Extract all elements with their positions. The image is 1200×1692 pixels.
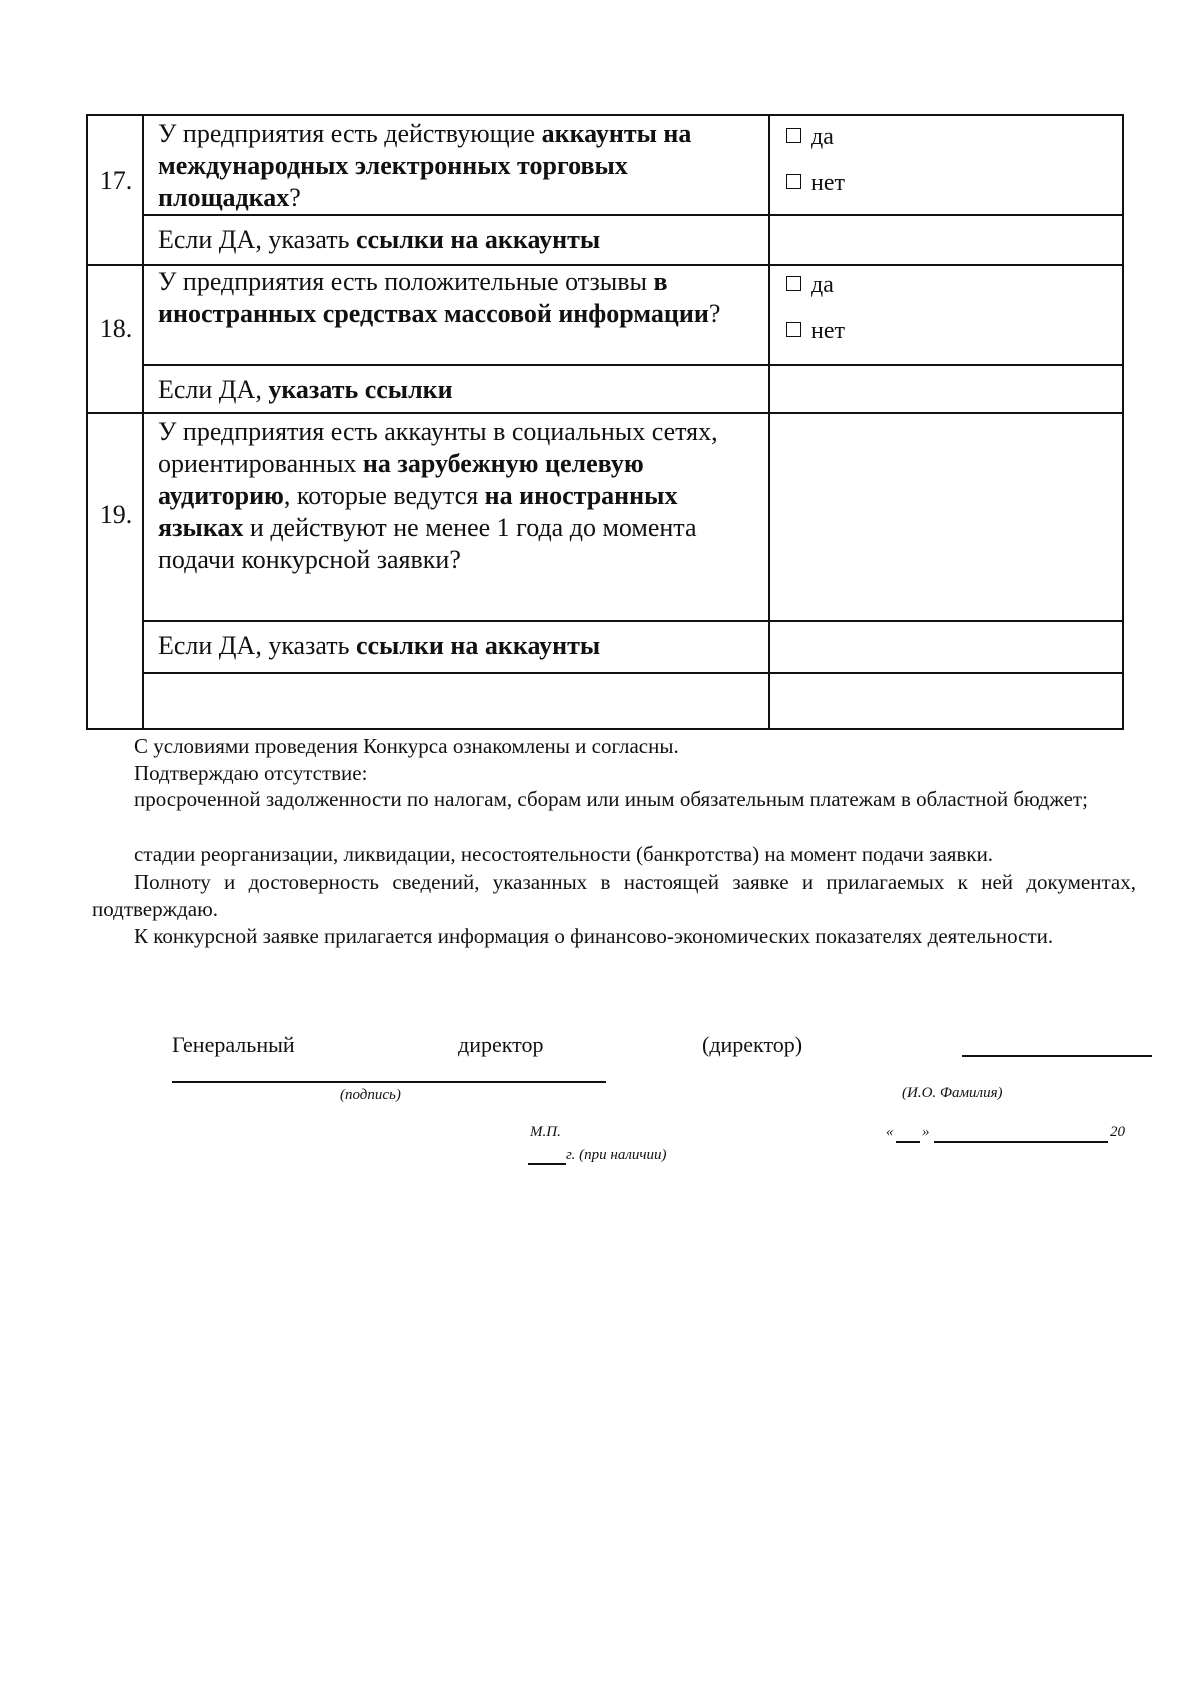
row-17-option-yes[interactable]: да [786, 124, 834, 151]
date-open-quote: « [886, 1124, 894, 1140]
paragraph-conditions: С условиями проведения Конкурса ознакомлены и согласны. [134, 734, 679, 758]
paragraph-no-bankruptcy: стадии реорганизации, ликвидации, несостоятельности (банкротства) на момент подачи заявки. [134, 842, 994, 866]
row-17-links-answer-cell[interactable] [770, 216, 1122, 264]
checkbox-icon[interactable] [786, 322, 801, 337]
signature-caption: (подпись) [340, 1087, 401, 1103]
row-18-option-no[interactable]: нет [786, 318, 845, 345]
title-word-director-alt: (директор) [702, 1032, 803, 1057]
empty-cell [144, 674, 768, 728]
date-day-line[interactable] [896, 1141, 920, 1143]
stamp-label: М.П. [530, 1124, 561, 1140]
row-17-number: 17. [99, 166, 133, 195]
checkbox-icon[interactable] [786, 128, 801, 143]
stamp-year-line[interactable] [528, 1163, 566, 1165]
row-17-option-no[interactable]: нет [786, 170, 845, 197]
name-caption: (И.О. Фамилия) [902, 1085, 1003, 1101]
paragraph-confirm-absence: Подтверждаю отсутствие: [134, 761, 368, 785]
title-word-director: директор [458, 1032, 544, 1057]
paragraph-no-debt: просроченной задолженности по налогам, сборам или иным обязательным платежам в областной бюджет; [134, 787, 1088, 811]
row-17-followup: Если ДА, указать ссылки на аккаунты [158, 225, 601, 254]
row-18-followup: Если ДА, указать ссылки [158, 375, 453, 404]
row-18-option-yes[interactable]: да [786, 272, 834, 299]
row-18-links-answer-cell[interactable] [770, 366, 1122, 412]
row-17-question: У предприятия есть действующие аккаунты на международных электронных торговых площадках? [158, 119, 692, 212]
row-18-question: У предприятия есть положительные отзывы в иностранных средствах массовой информации? [158, 267, 721, 328]
row-19-question: У предприятия есть аккаунты в социальных сетях, ориентированных на зарубежную целевую аудиторию, которые ведутся на иностранных языках и действуют не менее 1 года до момента подачи конкурсной заявки? [158, 417, 718, 574]
questionnaire-table [86, 114, 1124, 730]
checkbox-icon[interactable] [786, 276, 801, 291]
title-underline[interactable] [962, 1055, 1152, 1057]
empty-answer-cell[interactable] [770, 674, 1122, 728]
stamp-note: г. (при наличии) [566, 1147, 667, 1163]
date-close-quote: » [922, 1124, 930, 1140]
row-19-followup: Если ДА, указать ссылки на аккаунты [158, 631, 601, 660]
title-word-general: Генеральный [172, 1032, 295, 1057]
checkbox-icon[interactable] [786, 174, 801, 189]
row-19-links-answer-cell[interactable] [770, 622, 1122, 672]
date-year-prefix: 20 [1110, 1124, 1125, 1140]
row-18-number: 18. [99, 314, 133, 343]
date-month-line[interactable] [934, 1141, 1108, 1143]
row-19-number: 19. [99, 500, 133, 529]
paragraph-attachment: К конкурсной заявке прилагается информация о финансово-экономических показателях деятельности. [134, 924, 1054, 948]
paragraph-completeness: Полноту и достоверность сведений, указанных в настоящей заявке и прилагаемых к ней документах, подтверждаю. [92, 870, 1136, 921]
row-19-answer-cell[interactable] [770, 414, 1122, 620]
signature-line[interactable] [172, 1081, 606, 1083]
